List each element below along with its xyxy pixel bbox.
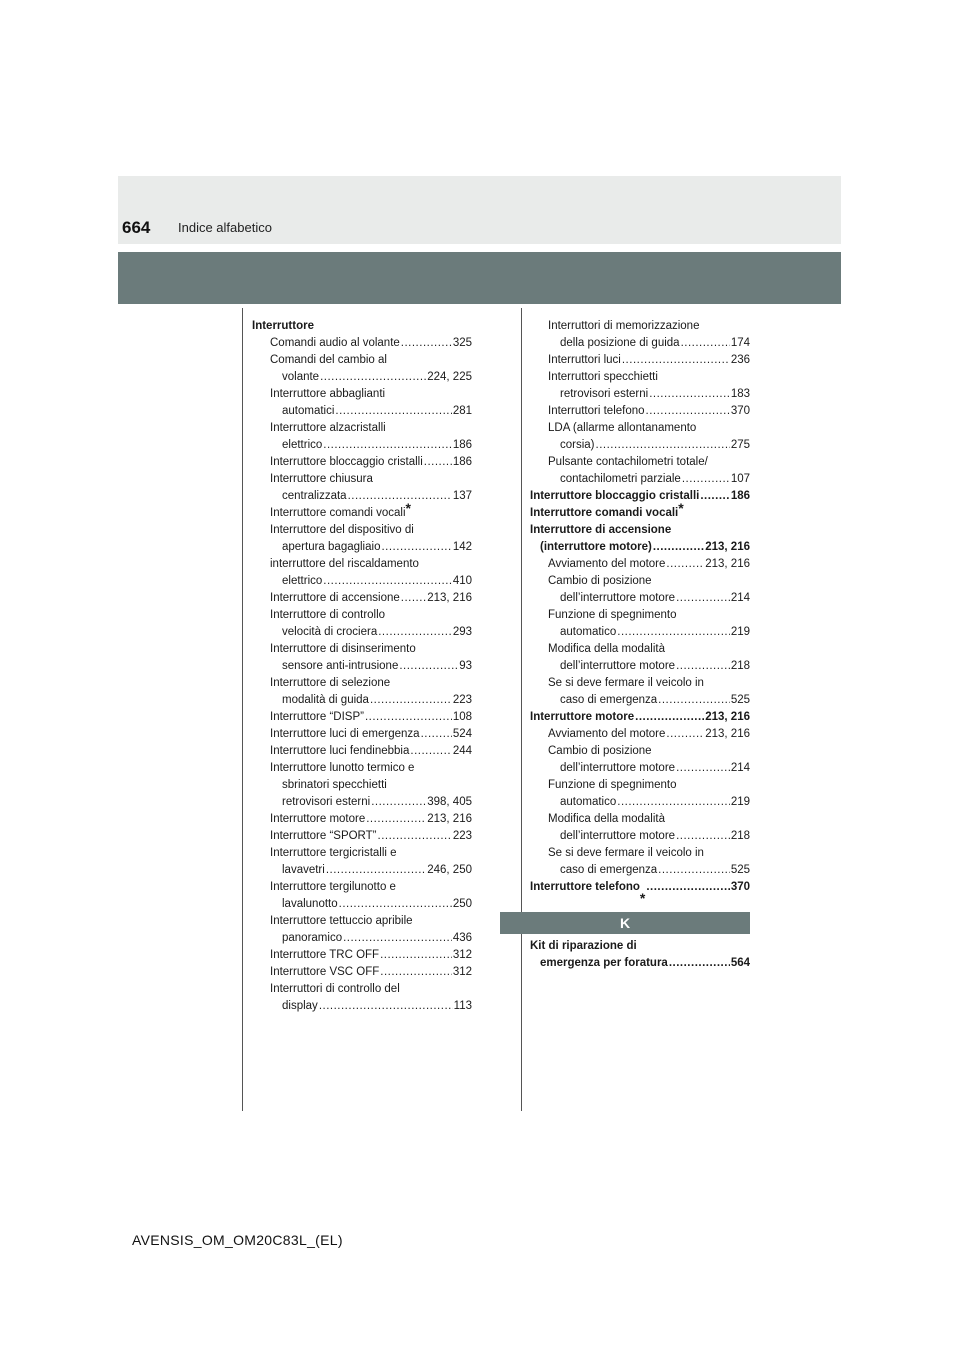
index-heading-line [530, 318, 750, 335]
index-line-text: Interruttore alzacristalli [270, 422, 386, 434]
index-entry [530, 590, 750, 607]
index-entry [530, 352, 750, 369]
index-entry-page: 524 [452, 728, 472, 740]
index-line-text: Interruttore comandi vocali [530, 507, 679, 519]
index-entry-page: 186 [452, 439, 472, 451]
index-entry-page: 224, 225 [427, 371, 472, 383]
index-heading-line [252, 318, 472, 335]
index-entry-page: 213, 216 [427, 592, 472, 604]
index-heading-line [252, 500, 472, 522]
index-entry [530, 539, 750, 556]
index-heading-line [530, 522, 750, 539]
index-entry-label: Interruttore VSC OFF [270, 966, 380, 978]
leader-dots [348, 488, 452, 505]
index-entry [530, 828, 750, 845]
index-entry-label: Interruttore telefono [530, 881, 640, 893]
index-line-text: Interruttore tergicristalli e [270, 847, 397, 859]
index-entry [530, 709, 750, 726]
index-entry-label: lavalunotto [282, 898, 338, 910]
index-entry-label: Interruttore “DISP” [270, 711, 364, 723]
index-entry-page: 223 [452, 694, 472, 706]
index-entry-page: 223 [452, 830, 472, 842]
index-heading-line [530, 369, 750, 386]
index-entry [252, 573, 472, 590]
index-entry-label: retrovisori esterni [560, 388, 649, 400]
index-entry-page: 142 [452, 541, 472, 553]
index-entry [530, 726, 750, 743]
index-entry [252, 709, 472, 726]
index-heading-line [252, 641, 472, 658]
leader-dots [323, 437, 452, 454]
index-entry-label: contachilometri parziale [560, 473, 681, 485]
index-entry-label: emergenza per foratura [540, 957, 668, 969]
index-entry-label: corsia) [560, 439, 595, 451]
index-entry [530, 862, 750, 879]
index-entry [252, 403, 472, 420]
index-line-text: Interruttore [252, 320, 314, 332]
index-entry-label: sensore anti-intrusione [282, 660, 399, 672]
index-heading-line [252, 879, 472, 896]
index-entry-label: dell’interruttore motore [560, 660, 676, 672]
index-entry-page: 275 [730, 439, 750, 451]
index-entry [252, 947, 472, 964]
leader-dots [681, 335, 730, 352]
index-line-text: Interruttore di controllo [270, 609, 386, 621]
index-entry [530, 692, 750, 709]
leader-dots [658, 862, 730, 879]
index-heading-line [252, 777, 472, 794]
index-entry-page: 312 [452, 949, 472, 961]
index-entry [252, 811, 472, 828]
index-heading-line [530, 607, 750, 624]
index-entry-page: 525 [730, 694, 750, 706]
leader-dots [343, 930, 452, 947]
index-line-text: Se si deve fermare il veicolo in [548, 847, 704, 859]
index-line-text: Pulsante contachilometri totale/ [548, 456, 708, 468]
index-heading-line [530, 641, 750, 658]
leader-dots [319, 998, 453, 1015]
index-entry [252, 369, 472, 386]
index-entry-page: 236 [730, 354, 750, 366]
index-entry [252, 658, 472, 675]
leader-dots [676, 760, 730, 777]
index-entry-label: automatici [282, 405, 335, 417]
leader-dots [622, 352, 730, 369]
index-heading-line [530, 777, 750, 794]
leader-dots [401, 335, 452, 352]
index-entry-page: 525 [730, 864, 750, 876]
index-section-k [530, 938, 750, 972]
index-entry-page: 281 [452, 405, 472, 417]
index-entry-label: velocità di crociera [282, 626, 378, 638]
index-heading-line [252, 352, 472, 369]
index-entry-page: 250 [452, 898, 472, 910]
index-entry [530, 488, 750, 505]
index-line-text: Interruttore di disinserimento [270, 643, 416, 655]
index-entry-label: dell’interruttore motore [560, 592, 676, 604]
index-entry-label: Comandi audio al volante [270, 337, 400, 349]
index-entry-label: Avviamento del motore [548, 728, 666, 740]
index-entry [530, 556, 750, 573]
index-entry-page: 293 [452, 626, 472, 638]
column-divider-left [242, 308, 243, 1111]
index-entry-label: volante [282, 371, 320, 383]
index-heading-line [530, 420, 750, 437]
index-entry [252, 743, 472, 760]
index-entry-page: 218 [730, 830, 750, 842]
index-heading-line [530, 845, 750, 862]
leader-dots [646, 879, 729, 896]
index-line-text: Se si deve fermare il veicolo in [548, 677, 704, 689]
leader-dots [424, 454, 452, 471]
index-entry-label: centralizzata [282, 490, 347, 502]
index-entry-label: Interruttore motore [270, 813, 366, 825]
index-line-text: Comandi del cambio al [270, 354, 387, 366]
index-entry-page: 174 [730, 337, 750, 349]
leader-dots [366, 811, 426, 828]
index-entry [252, 896, 472, 913]
index-line-text: Interruttore comandi vocali [270, 507, 406, 519]
index-heading-line [252, 760, 472, 777]
index-entry-page: 564 [730, 957, 750, 969]
document-code: AVENSIS_OM_OM20C83L_(EL) [132, 1232, 343, 1248]
index-entry [252, 964, 472, 981]
leader-dots [381, 539, 451, 556]
index-entry-page: 325 [452, 337, 472, 349]
leader-dots [658, 692, 730, 709]
index-entry-label: modalità di guida [282, 694, 369, 706]
section-title: Indice alfabetico [178, 220, 272, 235]
footnote-asterisk: * [405, 500, 411, 517]
index-entry-label: Avviamento del motore [548, 558, 666, 570]
index-line-text: Interruttore del dispositivo di [270, 524, 414, 536]
leader-dots [666, 726, 704, 743]
index-entry-label: elettrico [282, 439, 323, 451]
index-entry-page: 113 [453, 1000, 472, 1012]
leader-dots [399, 658, 458, 675]
leader-dots [326, 862, 426, 879]
index-entry-page: 219 [730, 796, 750, 808]
index-entry-label: Interruttore TRC OFF [270, 949, 380, 961]
index-entry-page: 244 [452, 745, 472, 757]
index-entry-page: 214 [730, 762, 750, 774]
index-column-right [530, 318, 750, 906]
index-heading-line [252, 913, 472, 930]
index-entry [530, 403, 750, 420]
leader-dots [676, 828, 730, 845]
index-entry [530, 335, 750, 352]
index-line-text: interruttore del riscaldamento [270, 558, 419, 570]
leader-dots [676, 658, 730, 675]
index-entry-label: elettrico [282, 575, 323, 587]
index-heading-line [530, 811, 750, 828]
index-entry [252, 335, 472, 352]
leader-dots [335, 403, 451, 420]
index-entry-label: display [282, 1000, 318, 1012]
header-bar [118, 252, 841, 304]
leader-dots [700, 488, 729, 505]
index-entry-label: caso di emergenza [560, 864, 658, 876]
index-heading-line [252, 607, 472, 624]
index-heading-line [530, 573, 750, 590]
index-entry-page: 246, 250 [427, 864, 472, 876]
index-heading-line [252, 556, 472, 573]
index-entry-page: 137 [452, 490, 472, 502]
index-entry [530, 955, 750, 972]
column-divider-middle [521, 308, 522, 1111]
index-line-text: Interruttore lunotto termico e [270, 762, 415, 774]
index-entry-page: 219 [730, 626, 750, 638]
index-entry [252, 590, 472, 607]
index-line-text: Kit di riparazione di [530, 940, 637, 952]
index-entry-page: 108 [452, 711, 472, 723]
index-entry-page: 312 [452, 966, 472, 978]
index-entry-label: automatico [560, 796, 617, 808]
index-heading-line [530, 743, 750, 760]
leader-dots [682, 471, 730, 488]
index-column-left [252, 318, 472, 1015]
index-entry-label: Interruttore motore [530, 711, 635, 723]
index-line-text: Funzione di spegnimento [548, 779, 677, 791]
index-heading-line [530, 675, 750, 692]
leader-dots [617, 794, 730, 811]
index-entry-label: panoramico [282, 932, 343, 944]
leader-dots [323, 573, 452, 590]
index-line-text: Interruttore tergilunotto e [270, 881, 396, 893]
index-entry-label: retrovisori esterni [282, 796, 371, 808]
index-entry-label: automatico [560, 626, 617, 638]
index-line-text: Interruttore abbaglianti [270, 388, 386, 400]
index-entry-label: Interruttore bloccaggio cristalli [530, 490, 700, 502]
leader-dots [596, 437, 730, 454]
index-heading-line [530, 454, 750, 471]
index-entry-page: 370 [730, 405, 750, 417]
index-heading-line [530, 938, 750, 955]
index-entry [252, 726, 472, 743]
index-heading-line [252, 522, 472, 539]
index-heading-line [530, 500, 750, 522]
index-line-text: Interruttori specchietti [548, 371, 658, 383]
index-entry-label: Interruttore “SPORT” [270, 830, 377, 842]
index-heading-line [252, 471, 472, 488]
leader-dots [365, 709, 452, 726]
index-entry-page: 213, 216 [427, 813, 472, 825]
index-line-text: Interruttore tettuccio apribile [270, 915, 413, 927]
index-line-text: Cambio di posizione [548, 745, 652, 757]
index-heading-line [252, 981, 472, 998]
page-number: 664 [122, 218, 151, 237]
index-entry [530, 386, 750, 403]
index-line-text: Interruttori di memorizzazione [548, 320, 700, 332]
leader-dots [370, 692, 452, 709]
index-entry-page: 213, 216 [705, 728, 750, 740]
index-entry-label: Interruttore bloccaggio cristalli [270, 456, 423, 468]
index-line-text: Interruttore di selezione [270, 677, 391, 689]
index-entry [252, 692, 472, 709]
index-line-text: sbrinatori specchietti [282, 779, 387, 791]
index-entry-page: 93 [459, 660, 472, 672]
index-entry-page: 370 [730, 881, 750, 893]
index-entry [530, 471, 750, 488]
index-entry-label: dell’interruttore motore [560, 830, 676, 842]
index-entry [530, 624, 750, 641]
index-line-text: LDA (allarme allontanamento [548, 422, 697, 434]
index-entry-page: 214 [730, 592, 750, 604]
index-entry-label: Interruttori telefono [548, 405, 645, 417]
index-entry-page: 398, 405 [427, 796, 472, 808]
index-entry-page: 186 [452, 456, 472, 468]
index-entry-page: 183 [730, 388, 750, 400]
leader-dots [320, 369, 426, 386]
leader-dots [339, 896, 452, 913]
index-entry [252, 437, 472, 454]
section-letter-k: K [500, 912, 750, 934]
index-entry-label: della posizione di guida [560, 337, 680, 349]
index-entry-label: Interruttore luci fendinebbia [270, 745, 410, 757]
index-entry-page: 436 [452, 932, 472, 944]
index-line-text: Interruttore chiusura [270, 473, 373, 485]
leader-dots [371, 794, 426, 811]
index-entry-label: apertura bagagliaio [282, 541, 381, 553]
leader-dots [378, 828, 452, 845]
index-entry [252, 862, 472, 879]
index-heading-line [252, 386, 472, 403]
index-entry [530, 658, 750, 675]
index-entry [530, 760, 750, 777]
index-entry [530, 794, 750, 811]
index-entry-page: 218 [730, 660, 750, 672]
leader-dots [410, 743, 451, 760]
index-line-text: Modifica della modalità [548, 813, 665, 825]
index-entry-label: Interruttore di accensione [270, 592, 400, 604]
index-line-text: Interruttori di controllo del [270, 983, 400, 995]
index-entry-label: dell’interruttore motore [560, 762, 676, 774]
leader-dots [401, 590, 426, 607]
leader-dots [676, 590, 730, 607]
index-entry [252, 794, 472, 811]
index-entry [252, 539, 472, 556]
index-entry [252, 488, 472, 505]
index-heading-line [252, 420, 472, 437]
index-line-text: Cambio di posizione [548, 575, 652, 587]
leader-dots [669, 955, 730, 972]
index-entry-page: 186 [730, 490, 750, 502]
index-line-text: Funzione di spegnimento [548, 609, 677, 621]
index-entry-page: 107 [730, 473, 750, 485]
leader-dots [635, 709, 704, 726]
index-line-text: Modifica della modalità [548, 643, 665, 655]
index-entry-page: 410 [452, 575, 472, 587]
index-entry-page: 213, 216 [705, 541, 750, 553]
leader-dots [380, 947, 452, 964]
index-entry [252, 998, 472, 1015]
leader-dots [666, 556, 704, 573]
index-entry-label: lavavetri [282, 864, 325, 876]
leader-dots [649, 386, 730, 403]
index-entry-label: Interruttore luci di emergenza [270, 728, 420, 740]
index-entry [530, 437, 750, 454]
leader-dots [421, 726, 452, 743]
leader-dots [617, 624, 730, 641]
leader-dots [646, 403, 730, 420]
index-heading-line [252, 845, 472, 862]
leader-dots [380, 964, 452, 981]
leader-dots [378, 624, 452, 641]
index-entry: Interruttore telefono * ..... 370 [530, 879, 750, 896]
index-entry [252, 624, 472, 641]
index-entry [252, 454, 472, 471]
leader-dots [653, 539, 704, 556]
footnote-asterisk: * [678, 500, 684, 517]
index-entry-page: 213, 216 [705, 558, 750, 570]
index-entry-label: caso di emergenza [560, 694, 658, 706]
index-entry-page: 213, 216 [705, 711, 750, 723]
index-heading-line [252, 675, 472, 692]
index-entry-label: Interruttori luci [548, 354, 621, 366]
index-entry [252, 828, 472, 845]
index-line-text: Interruttore di accensione [530, 524, 672, 536]
index-entry [252, 930, 472, 947]
index-entry-label: (interruttore motore) [540, 541, 652, 553]
